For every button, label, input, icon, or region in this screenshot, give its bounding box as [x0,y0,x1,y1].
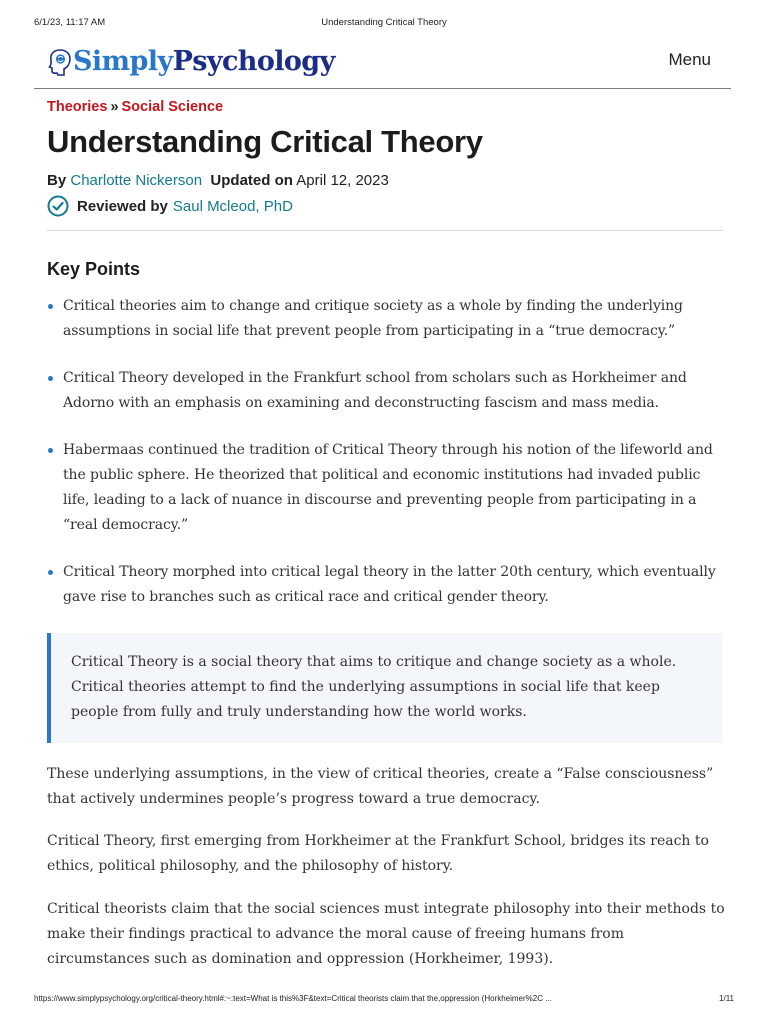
print-url: https://www.simplypsychology.org/critical-theory.html#:~:text=What is this%3F&text=Critical theorists claim that the,oppression (Horkheimer%2C ... [34,994,552,1003]
key-point-text: Critical Theory morphed into critical legal theory in the latter 20th century, which eventually gave rise to branches such as critical race and critical gender theory. [63,564,716,605]
author-link[interactable]: Charlotte Nickerson [70,172,203,189]
key-point-item [63,366,723,416]
bullet-icon [48,448,53,453]
updated-date: April 12, 2023 [296,172,389,189]
breadcrumb-separator: » [110,99,119,115]
summary-callout [47,633,722,743]
byline [47,172,389,189]
bullet-icon [48,570,53,575]
key-point-text: Critical theories aim to change and critique society as a whole by finding the underlying assumptions in social life that prevent people from participating in a “true democracy.” [63,298,683,339]
breadcrumb-social-science[interactable]: Social Science [121,99,224,115]
head-brain-icon [48,48,72,76]
menu-button[interactable]: Menu [668,50,711,69]
breadcrumb-theories[interactable]: Theories [47,99,108,115]
site-header [34,40,731,89]
reviewed-by [47,195,293,217]
key-point-item [63,294,723,344]
key-point-item [63,560,723,610]
print-page-number: 1/11 [719,994,734,1003]
print-footer [34,994,734,1006]
updated-label: Updated on [210,172,293,189]
header-divider [47,230,723,231]
bullet-icon [48,376,53,381]
logo-text-simply: Simply [73,46,173,77]
body-paragraph: Critical theorists claim that the social sciences must integrate philosophy into their methods to make their findings practical to advance the moral cause of freeing humans from circumstances such as domination and oppression (Horkheimer, 1993). [47,901,725,967]
print-header [34,17,734,31]
callout-text: Critical Theory is a social theory that aims to critique and change society as a whole. Critical theories attempt to find the underlying assumptions in social life that keep people from fully and truly understanding how the world works. [71,654,677,720]
bullet-icon [48,304,53,309]
key-point-text: Habermaas continued the tradition of Critical Theory through his notion of the lifeworld and the public sphere. He theorized that political and economic institutions had invaded public life, leading to a lack of nuance in discourse and preventing people from participating in a “real democracy.” [63,442,713,533]
reviewed-label: Reviewed by [77,197,168,215]
body-paragraph: These underlying assumptions, in the view of critical theories, create a “False consciousness” that actively undermines people’s progress toward a true democracy. [47,766,714,807]
verified-check-icon [47,195,69,217]
logo-text-psychology: Psychology [172,46,335,77]
body-paragraph: Critical Theory, first emerging from Horkheimer at the Frankfurt School, bridges its reach to ethics, political philosophy, and the philosophy of history. [47,833,709,874]
print-title: Understanding Critical Theory [321,17,447,28]
site-logo[interactable] [48,44,335,80]
key-points-title: Key Points [47,259,141,279]
reviewer-link[interactable]: Saul Mcleod, PhD [172,197,293,215]
key-point-item [63,438,723,538]
page-title: Understanding Critical Theory [47,124,483,159]
breadcrumb [47,99,223,115]
print-datetime: 6/1/23, 11:17 AM [34,17,106,28]
by-label: By [47,172,67,189]
key-point-text: Critical Theory developed in the Frankfurt school from scholars such as Horkheimer and Adorno with an emphasis on examining and deconstructing fascism and mass media. [63,370,687,411]
